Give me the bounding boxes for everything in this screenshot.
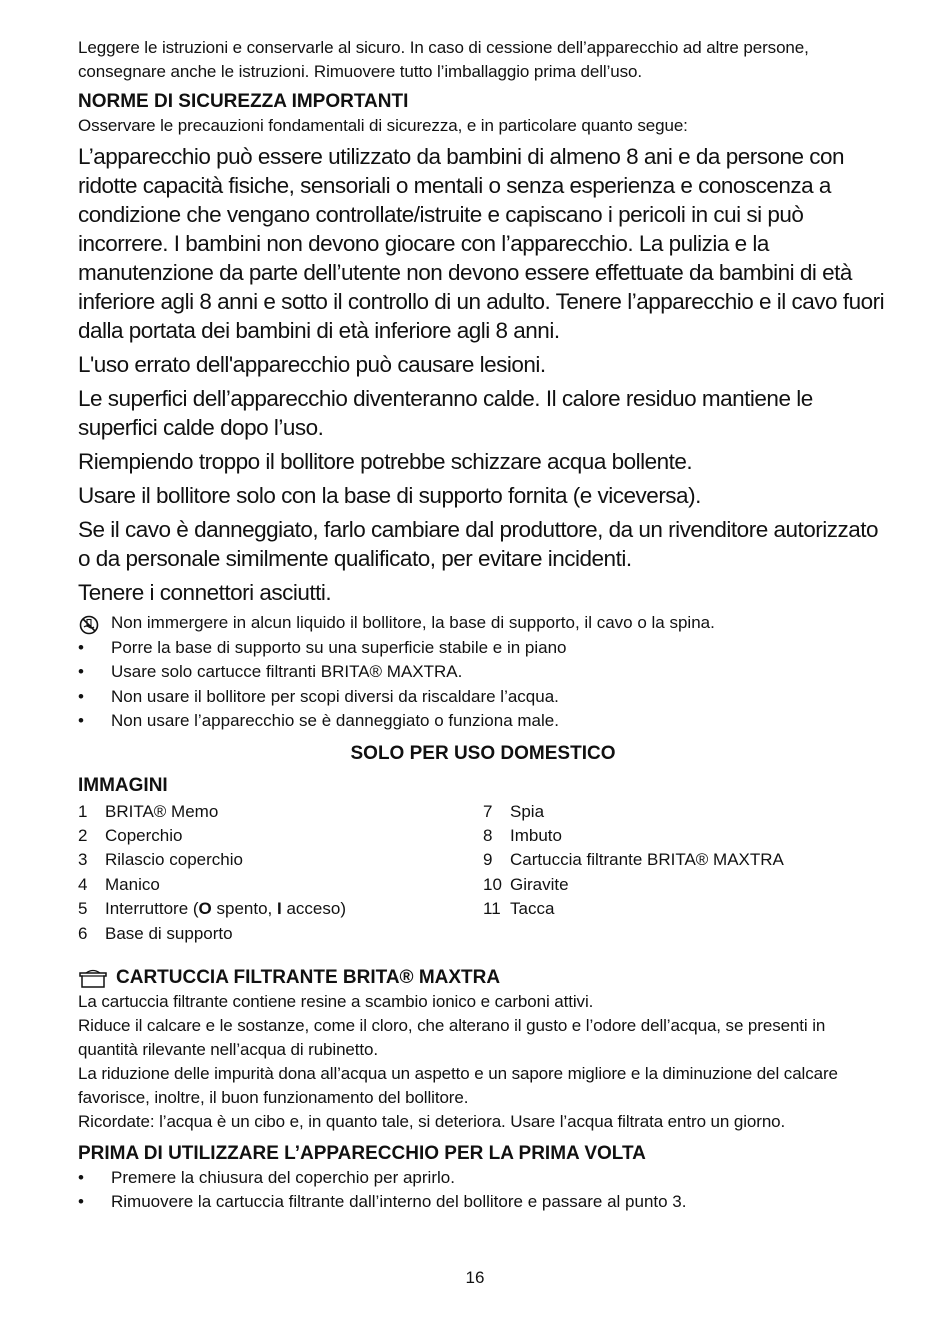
safety-heading: NORME DI SICUREZZA IMPORTANTI (78, 91, 409, 112)
cartridge-heading: CARTUCCIA FILTRANTE BRITA® MAXTRA (116, 966, 501, 988)
safety-paragraph-base: Usare il bollitore solo con la base di supporto fornita (e viceversa). (78, 483, 701, 508)
figures-left-column (78, 800, 483, 946)
figure-number: 6 (78, 923, 88, 943)
figure-item (78, 848, 483, 872)
figure-label: Imbuto (510, 825, 562, 845)
list-item (78, 1190, 888, 1215)
figure-label: Tacca (510, 899, 555, 919)
no-immerse-text: Non immergere in alcun liquido il bollitore, la base di supporto, il cavo o la spina. (111, 613, 715, 632)
safety-paragraph-overfill: Riempiendo troppo il bollitore potrebbe schizzare acqua bollente. (78, 449, 693, 474)
cartridge-paragraph: La riduzione delle impurità dona all’acqua un aspetto e un sapore migliore e la diminuzione del calcare favorisce, inoltre, il buon funzionamento del bollitore. (78, 1063, 838, 1107)
figure-label: Giravite (510, 874, 569, 894)
figure-item (78, 897, 483, 921)
list-item-text: Premere la chiusura del coperchio per aprirlo. (111, 1167, 455, 1187)
on-symbol: I (277, 899, 282, 919)
switch-label-mid: spento, (211, 899, 277, 919)
figure-item (483, 800, 888, 824)
safety-paragraph-connectors: Tenere i connettori asciutti. (78, 580, 332, 605)
cartridge-paragraph: La cartuccia filtrante contiene resine a scambio ionico e carboni attivi. (78, 991, 594, 1011)
off-symbol: O (198, 899, 212, 919)
list-item (78, 1166, 888, 1191)
household-only-heading: SOLO PER USO DOMESTICO (350, 742, 616, 764)
safety-paragraph-misuse: L'uso errato dell'apparecchio può causare lesioni. (78, 352, 546, 377)
list-item-text: Rimuovere la cartuccia filtrante dall’interno del bollitore e passare al punto 3. (111, 1192, 687, 1212)
list-item (78, 709, 888, 734)
switch-label-post: acceso) (281, 899, 346, 919)
safety-paragraph-cable: Se il cavo è danneggiato, farlo cambiare dal produttore, da un rivenditore autorizzato o da personale similmente qualificato, per evitare incidenti. (78, 517, 879, 571)
cartridge-heading-row (78, 966, 888, 990)
filter-cartridge-icon (78, 967, 108, 989)
safety-paragraph-children: L’apparecchio può essere utilizzato da bambini di almeno 8 ani e da persone con ridotte capacità fisiche, sensoriali o mentali o senza esperienza e conoscenza a condizione che vengano controllate/istruite e capiscano i pericoli in cui si può incorrere. I bambini non devono giocare con l’apparecchio. La pulizia e la manutenzione da parte dell’utente non devono essere effettuate da bambini di età inferiore agli 8 anni e sotto il controllo di un adulto. Tenere l’apparecchio e il cavo fuori dalla portata dei bambini di età inferiore agli 8 anni. (78, 144, 885, 343)
no-immerse-icon (79, 615, 99, 635)
bullet-mark: • (78, 637, 84, 657)
safety-paragraph-hot-surfaces: Le superfici dell’apparecchio diventeranno calde. Il calore residuo mantiene le superfici calde dopo l’uso. (78, 386, 813, 440)
bullet-mark: • (78, 1192, 84, 1212)
bullet-mark: • (78, 1167, 84, 1187)
list-item-text: Non usare l’apparecchio se è danneggiato o funziona male. (111, 711, 559, 730)
figure-number: 10 (483, 874, 502, 894)
figure-label (105, 897, 346, 921)
figure-label: Coperchio (105, 825, 183, 845)
safety-subheading: Osservare le precauzioni fondamentali di sicurezza, e in particolare quanto segue: (78, 116, 688, 135)
safety-bullet-list (78, 636, 888, 734)
list-item (78, 685, 888, 710)
figure-label: Spia (510, 801, 545, 821)
figure-item (78, 873, 483, 897)
bullet-mark: • (78, 711, 84, 730)
figures-list (78, 800, 888, 946)
figure-number: 7 (483, 801, 493, 821)
figure-item (78, 922, 483, 946)
intro-text: Leggere le istruzioni e conservarle al sicuro. In caso di cessione dell’apparecchio ad altre persone, consegnare anche le istruzioni. Rimuovere tutto l’imballaggio prima dell’uso. (78, 38, 809, 81)
list-item-text: Porre la base di supporto su una superficie stabile e in piano (111, 637, 567, 657)
first-use-heading: PRIMA DI UTILIZZARE L’APPARECCHIO PER LA PRIMA VOLTA (78, 1142, 646, 1164)
figure-item (78, 800, 483, 824)
figure-item (483, 873, 888, 897)
figure-label: Base di supporto (105, 923, 233, 943)
figure-number: 11 (483, 899, 501, 919)
figures-right-column (483, 800, 888, 946)
figure-number: 3 (78, 850, 88, 870)
first-use-list (78, 1166, 888, 1215)
figure-number: 2 (78, 825, 88, 845)
figure-item (78, 824, 483, 848)
list-item-text: Usare solo cartucce filtranti BRITA® MAXTRA. (111, 662, 463, 681)
figure-item (483, 897, 888, 921)
switch-label-pre: Interruttore ( (105, 899, 199, 919)
figure-number: 9 (483, 850, 493, 870)
figure-item (483, 824, 888, 848)
cartridge-paragraph: Riduce il calcare e le sostanze, come il cloro, che alterano il gusto e l’odore dell’acqua, se presenti in quantità rilevante nell’acqua di rubinetto. (78, 1015, 826, 1059)
figure-number: 1 (78, 801, 88, 821)
list-item (78, 636, 888, 661)
figure-number: 8 (483, 825, 493, 845)
figures-heading: IMMAGINI (78, 774, 168, 796)
figure-item (483, 848, 888, 872)
list-item (78, 660, 888, 685)
figure-label: BRITA® Memo (105, 801, 219, 821)
cartridge-paragraph: Ricordate: l’acqua è un cibo e, in quanto tale, si deteriora. Usare l’acqua filtrata entro un giorno. (78, 1111, 786, 1131)
figure-label: Manico (105, 874, 160, 894)
figure-label: Rilascio coperchio (105, 850, 243, 870)
figure-label: Cartuccia filtrante BRITA® MAXTRA (510, 850, 784, 870)
list-item-text: Non usare il bollitore per scopi diversi da riscaldare l’acqua. (111, 686, 559, 706)
no-immerse-warning (78, 611, 888, 636)
page-number: 16 (465, 1268, 485, 1287)
bullet-mark: • (78, 662, 84, 681)
bullet-mark: • (78, 686, 84, 706)
figure-number: 4 (78, 874, 88, 894)
figure-number: 5 (78, 899, 88, 919)
manual-page (78, 36, 888, 1215)
